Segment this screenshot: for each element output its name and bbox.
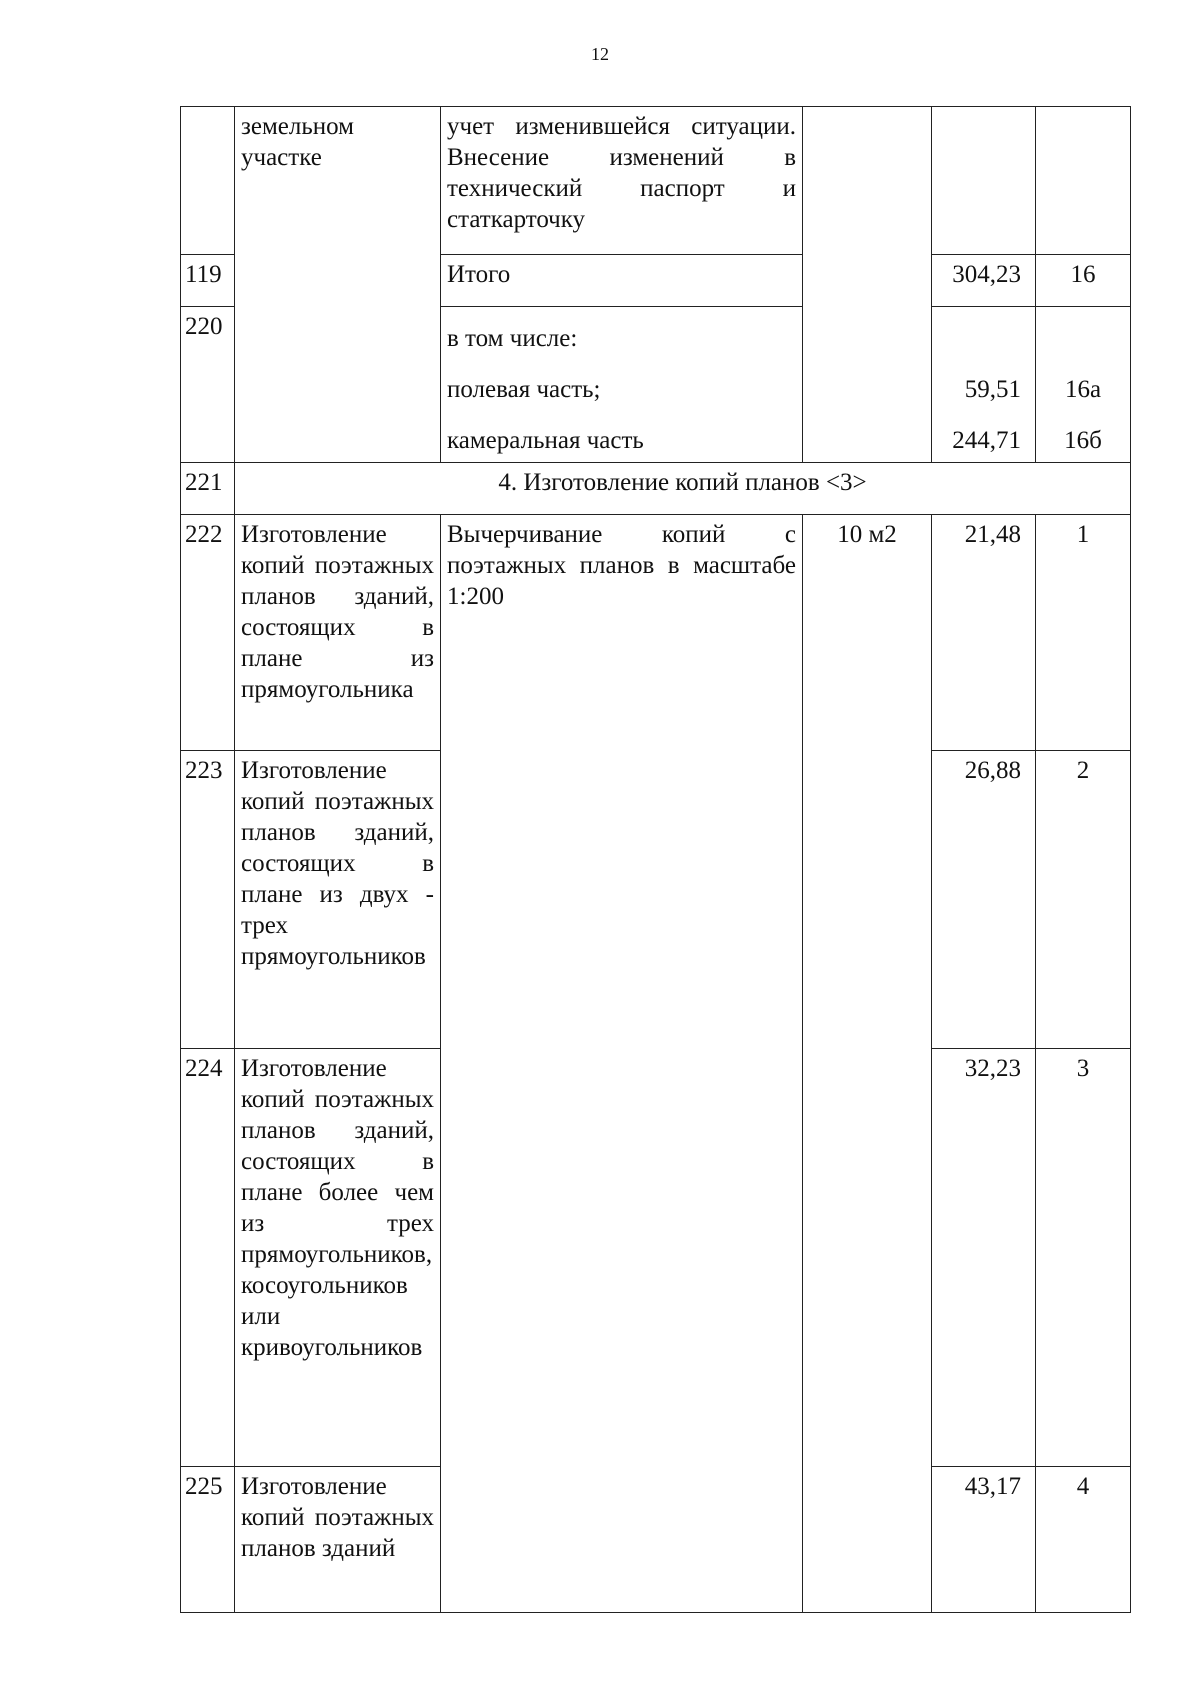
work-description-cell — [441, 307, 803, 463]
price-value: 32,23 — [932, 1049, 1036, 1467]
table-row — [181, 515, 1131, 751]
price-value: 21,48 — [932, 515, 1036, 751]
unit-cell — [803, 107, 932, 463]
office-part-label: камеральная часть — [447, 427, 644, 454]
service-name: Изготовление копий поэтажных планов зданий — [235, 1467, 441, 1613]
service-name: земельном участке — [241, 113, 354, 171]
reference-number: 16 — [1036, 255, 1131, 307]
service-name: Изготовление копий поэтажных планов зданий, состоящих в плане из двух - трех прямоугольников — [235, 751, 441, 1049]
service-name-cell — [235, 107, 441, 463]
row-number: 224 — [181, 1049, 235, 1467]
reference-number: 16а — [1064, 376, 1102, 403]
table-row — [181, 107, 1131, 255]
row-number: 223 — [181, 751, 235, 1049]
work-description-cell — [441, 515, 803, 1613]
reference-number: 4 — [1036, 1467, 1131, 1613]
reference-number: 16б — [1064, 427, 1102, 454]
work-description-cell — [441, 107, 803, 255]
row-number: 221 — [181, 463, 235, 515]
price-value: 26,88 — [932, 751, 1036, 1049]
value-cell — [932, 107, 1036, 255]
price-value — [938, 323, 1021, 354]
reference-number — [1042, 323, 1124, 354]
price-value: 304,23 — [932, 255, 1036, 307]
work-description: Итого — [441, 255, 803, 307]
price-value: 59,51 — [964, 376, 1021, 403]
row-number: 220 — [181, 307, 235, 463]
unit-of-measure: 10 м2 — [837, 521, 897, 548]
reference-cell — [1036, 107, 1131, 255]
service-name: Изготовление копий поэтажных планов зданий, состоящих в плане из прямоугольника — [235, 515, 441, 751]
unit-cell — [803, 515, 932, 1613]
tariff-table — [180, 106, 1131, 1613]
work-description: Вычерчивание копий с поэтажных планов в масштабе 1:200 — [447, 521, 796, 610]
value-cell — [932, 307, 1036, 463]
reference-cell — [1036, 307, 1131, 463]
page-number: 12 — [591, 44, 609, 64]
subtotal-label: в том числе: — [447, 325, 578, 352]
row-number: 222 — [181, 515, 235, 751]
row-number-cell — [181, 107, 235, 255]
row-number: 119 — [181, 255, 235, 307]
row-number: 225 — [181, 1467, 235, 1613]
price-value: 43,17 — [932, 1467, 1036, 1613]
service-name: Изготовление копий поэтажных планов зданий, состоящих в плане более чем из трех прямоугольников, косоугольников или кривоугольников — [235, 1049, 441, 1467]
work-description: учет изменившейся ситуации. Внесение изменений в технический паспорт и статкарточку — [447, 113, 796, 233]
price-value: 244,71 — [952, 427, 1021, 454]
reference-number: 1 — [1036, 515, 1131, 751]
reference-number: 3 — [1036, 1049, 1131, 1467]
section-title: 4. Изготовление копий планов <3> — [235, 463, 1131, 515]
section-row — [181, 463, 1131, 515]
field-part-label: полевая часть; — [447, 376, 601, 403]
reference-number: 2 — [1036, 751, 1131, 1049]
